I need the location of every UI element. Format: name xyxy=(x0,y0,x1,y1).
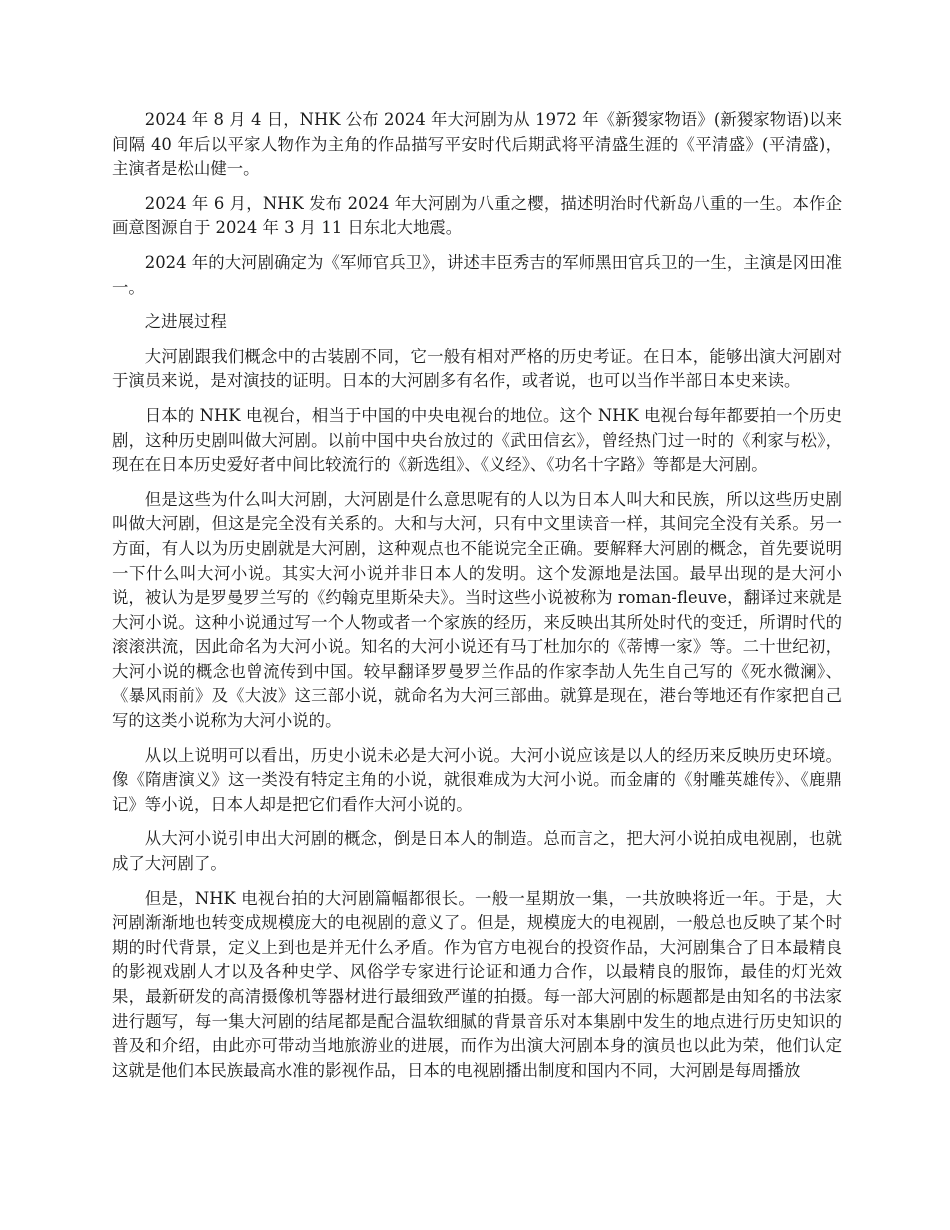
paragraph-9: 从大河小说引申出大河剧的概念，倒是日本人的制造。总而言之，把大河小说拍成电视剧，也就成了大河剧了。 xyxy=(112,829,842,874)
paragraph-5: 大河剧跟我们概念中的古装剧不同，它一般有相对严格的历史考证。在日本，能够出演大河剧对于演员来说，是对演技的证明。日本的大河剧多有名作，或者说，也可以当作半部日本史来读。 xyxy=(112,346,842,391)
paragraph-1: 2024 年 8 月 4 日，NHK 公布 2024 年大河剧为从 1972 年《新猣家物语》(新猣家物语)以来间隔 40 年后以平家人物作为主角的作品描写平安时代后期武将平清盛生涯的《平清盛》(平清盛)，主演者是松山健一。 xyxy=(112,110,842,179)
paragraph-7: 但是这些为什么叫大河剧，大河剧是什么意思呢有的人以为日本人叫大和民族，所以这些历史剧叫做大河剧，但这是完全没有关系的。大和与大河，只有中文里读音一样，其间完全没有关系。另一方面，有人以为历史剧就是大河剧，这种观点也不能说完全正确。要解释大河剧的概念，首先要说明一下什么叫大河小说。其实大河小说并非日本人的发明。这个发源地是法国。最早出现的是大河小说，被认为是罗曼罗兰写的《约翰克里斯朵夫》。当时这些小说被称为 roman-fleuve，翻译过来就是大河小说。这种小说通过写一个人物或者一个家族的经历，来反映出其所处时代的变迁，所谓时代的滚滚洪流，因此命名为大河小说。知名的大河小说还有马丁杜加尔的《蒂博一家》等。二十世纪初，大河小说的概念也曾流传到中国。较早翻译罗曼罗兰作品的作家李劼人先生自己写的《死水微澜》、《暴风雨前》及《大波》这三部小说，就命名为大河三部曲。就算是现在，港台等地还有作家把自己写的这类小说称为大河小说的。 xyxy=(112,489,842,731)
paragraph-10: 但是，NHK 电视台拍的大河剧篇幅都很长。一般一星期放一集，一共放映将近一年。于是，大河剧渐渐地也转变成规模庞大的电视剧的意义了。但是，规模庞大的电视剧，一般总也反映了某个时期的时代背景，定义上到也是并无什么矛盾。作为官方电视台的投资作品，大河剧集合了日本最精良的影视戏剧人才以及各种史学、风俗学专家进行论证和通力合作，以最精良的服饰，最佳的灯光效果，最新研发的高清摄像机等器材进行最细致严谨的拍摄。每一部大河剧的标题都是由知名的书法家进行题写，每一集大河剧的结尾都是配合温软细腻的背景音乐对本集剧中发生的地点进行历史知识的普及和介绍，由此亦可带动当地旅游业的进展，而作为出演大河剧本身的演员也以此为荣，他们认定这就是他们本民族最高水准的影视作品，日本的电视剧播出制度和国内不同，大河剧是每周播放 xyxy=(112,888,842,1080)
paragraph-2: 2024 年 6 月，NHK 发布 2024 年大河剧为八重之樱，描述明治时代新岛八重的一生。本作企画意图源自于 2024 年 3 月 11 日东北大地震。 xyxy=(112,193,842,238)
paragraph-8: 从以上说明可以看出，历史小说未必是大河小说。大河小说应该是以人的经历来反映历史环境。像《隋唐演义》这一类没有特定主角的小说，就很难成为大河小说。而金庸的《射雕英雄传》、《鹿鼎记》等小说，日本人却是把它们看作大河小说的。 xyxy=(112,745,842,814)
section-heading: 之进展过程 xyxy=(144,312,227,332)
paragraph-3: 2024 年的大河剧确定为《军师官兵卫》，讲述丰臣秀吉的军师黑田官兵卫的一生，主演是冈田准一。 xyxy=(112,252,842,297)
paragraph-6: 日本的 NHK 电视台，相当于中国的中央电视台的地位。这个 NHK 电视台每年都要拍一个历史剧，这种历史剧叫做大河剧。以前中国中央台放过的《武田信玄》，曾经热门过一时的《利家与松》，现在在日本历史爱好者中间比较流行的《新选组》、《义经》、《功名十字路》等都是大河剧。 xyxy=(112,405,842,475)
document-body xyxy=(112,108,842,1093)
